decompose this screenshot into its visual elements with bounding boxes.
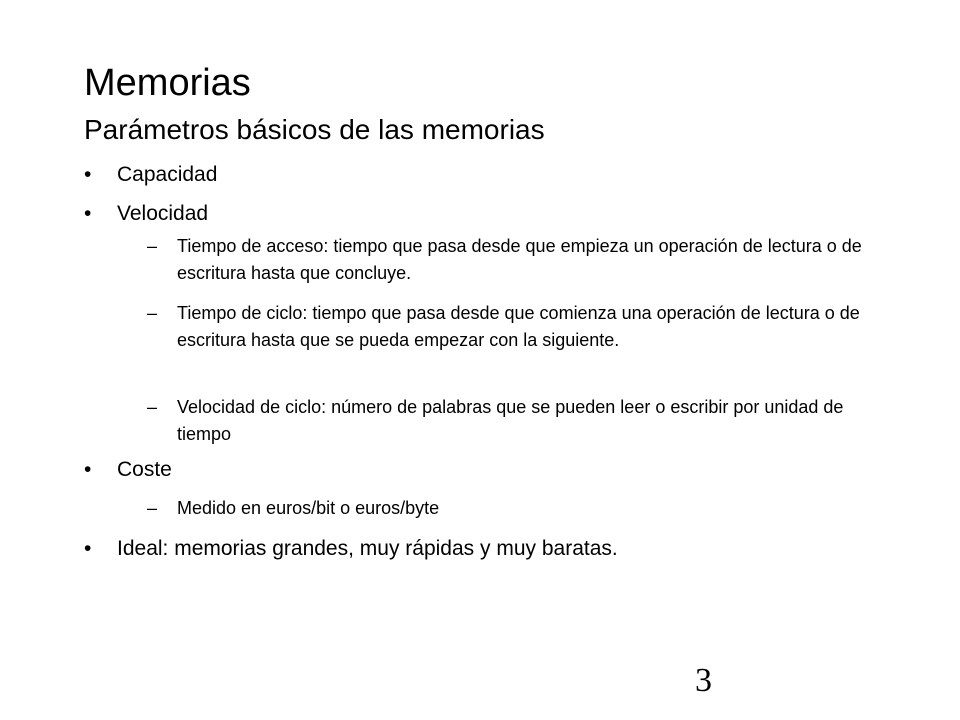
bullet-text: Velocidad <box>117 202 209 225</box>
sub-item-text: Tiempo de ciclo: tiempo que pasa desde que comienza una operación de lectura o de escritura hasta que se pueda empezar con la siguiente. <box>177 303 860 350</box>
dash-marker: – <box>147 397 158 417</box>
sub-item-text: Tiempo de acceso: tiempo que pasa desde que empieza un operación de lectura o de escritura hasta que concluye. <box>177 236 862 283</box>
sub-item-velocidad-ciclo <box>147 394 877 448</box>
sub-item-tiempo-ciclo <box>147 300 877 354</box>
slide-title: Memorias <box>84 62 251 104</box>
sub-item-tiempo-acceso <box>147 233 877 287</box>
bullet-text: Ideal: memorias grandes, muy rápidas y muy baratas. <box>117 537 618 560</box>
bullet-marker: • <box>84 458 92 481</box>
slide-subtitle: Parámetros básicos de las memorias <box>84 114 545 145</box>
bullet-marker: • <box>84 163 92 186</box>
bullet-marker: • <box>84 202 92 225</box>
sub-item-text: Medido en euros/bit o euros/byte <box>177 498 440 518</box>
sub-item-medido <box>147 495 877 522</box>
dash-marker: – <box>147 303 158 323</box>
sub-item-text: Velocidad de ciclo: número de palabras que se pueden leer o escribir por unidad de tiempo <box>177 397 844 444</box>
page-number: 3 <box>695 662 712 699</box>
bullet-marker: • <box>84 537 92 560</box>
dash-marker: – <box>147 498 158 518</box>
dash-marker: – <box>147 236 158 256</box>
bullet-text: Coste <box>117 458 172 481</box>
bullet-text: Capacidad <box>117 163 218 186</box>
